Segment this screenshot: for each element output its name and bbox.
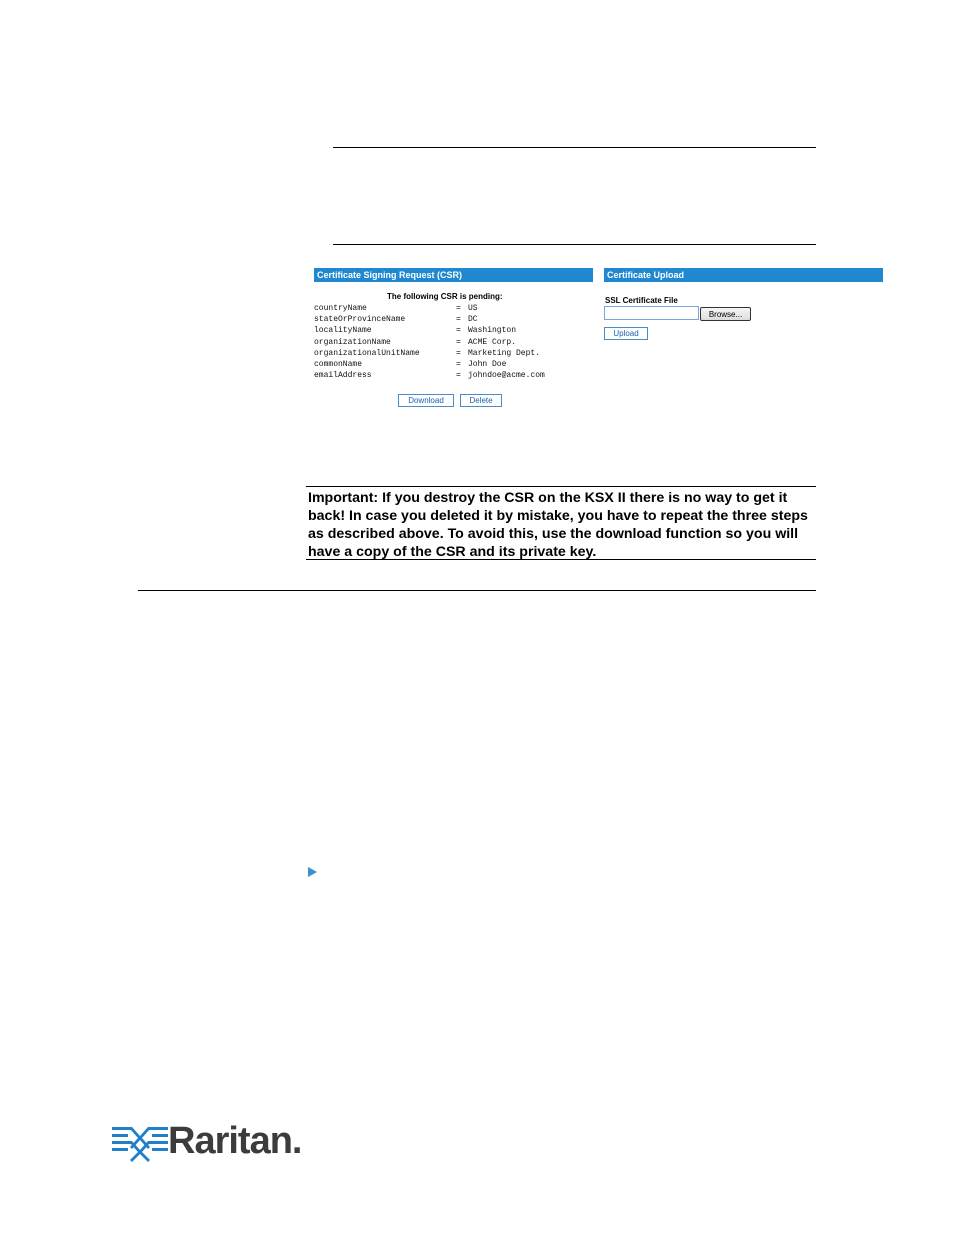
procedure-arrow-icon bbox=[308, 867, 317, 877]
csr-equals: = bbox=[456, 348, 461, 358]
upload-button[interactable]: Upload bbox=[604, 327, 648, 340]
csr-value: ACME Corp. bbox=[468, 337, 517, 347]
upload-panel-header: Certificate Upload bbox=[604, 268, 883, 282]
csr-key: organizationName bbox=[314, 337, 391, 347]
csr-key: commonName bbox=[314, 359, 363, 369]
raritan-logo-mark-icon bbox=[112, 1120, 168, 1162]
csr-key: countryName bbox=[314, 304, 367, 313]
note-top-rule bbox=[333, 147, 816, 148]
ssl-certificate-file-input[interactable] bbox=[604, 306, 699, 320]
csr-value: johndoe@acme.com bbox=[468, 371, 545, 381]
csr-pending-text: The following CSR is pending: bbox=[387, 292, 503, 301]
csr-equals: = bbox=[456, 371, 461, 381]
csr-equals: = bbox=[456, 315, 461, 325]
csr-value: DC bbox=[468, 315, 478, 325]
raritan-logo-text: Raritan. bbox=[168, 1120, 302, 1162]
browse-button[interactable]: Browse... bbox=[700, 307, 751, 321]
csr-equals: = bbox=[456, 326, 461, 336]
csr-key: organizationalUnitName bbox=[314, 348, 420, 358]
note-bottom-rule bbox=[333, 244, 816, 245]
csr-value: Marketing Dept. bbox=[468, 348, 541, 358]
csr-key: emailAddress bbox=[314, 371, 372, 381]
delete-button[interactable]: Delete bbox=[460, 394, 502, 407]
important-note: Important: If you destroy the CSR on the KSX II there is no way to get it back! In case you deleted it by mistake, you have to repeat the three steps as described above. To avoid this, use the download function so you will have a copy of the CSR and its private key. bbox=[306, 486, 816, 560]
section-divider bbox=[138, 590, 816, 591]
csr-equals: = bbox=[456, 304, 461, 313]
csr-key: localityName bbox=[314, 326, 372, 336]
csr-value: US bbox=[468, 304, 478, 313]
ssl-certificate-file-label: SSL Certificate File bbox=[605, 296, 678, 305]
csr-value: Washington bbox=[468, 326, 517, 336]
csr-panel-header: Certificate Signing Request (CSR) bbox=[314, 268, 593, 282]
csr-value: John Doe bbox=[468, 359, 507, 369]
raritan-logo bbox=[112, 1120, 307, 1162]
csr-equals: = bbox=[456, 337, 461, 347]
csr-key: stateOrProvinceName bbox=[314, 315, 406, 325]
csr-equals: = bbox=[456, 359, 461, 369]
download-button[interactable]: Download bbox=[398, 394, 454, 407]
